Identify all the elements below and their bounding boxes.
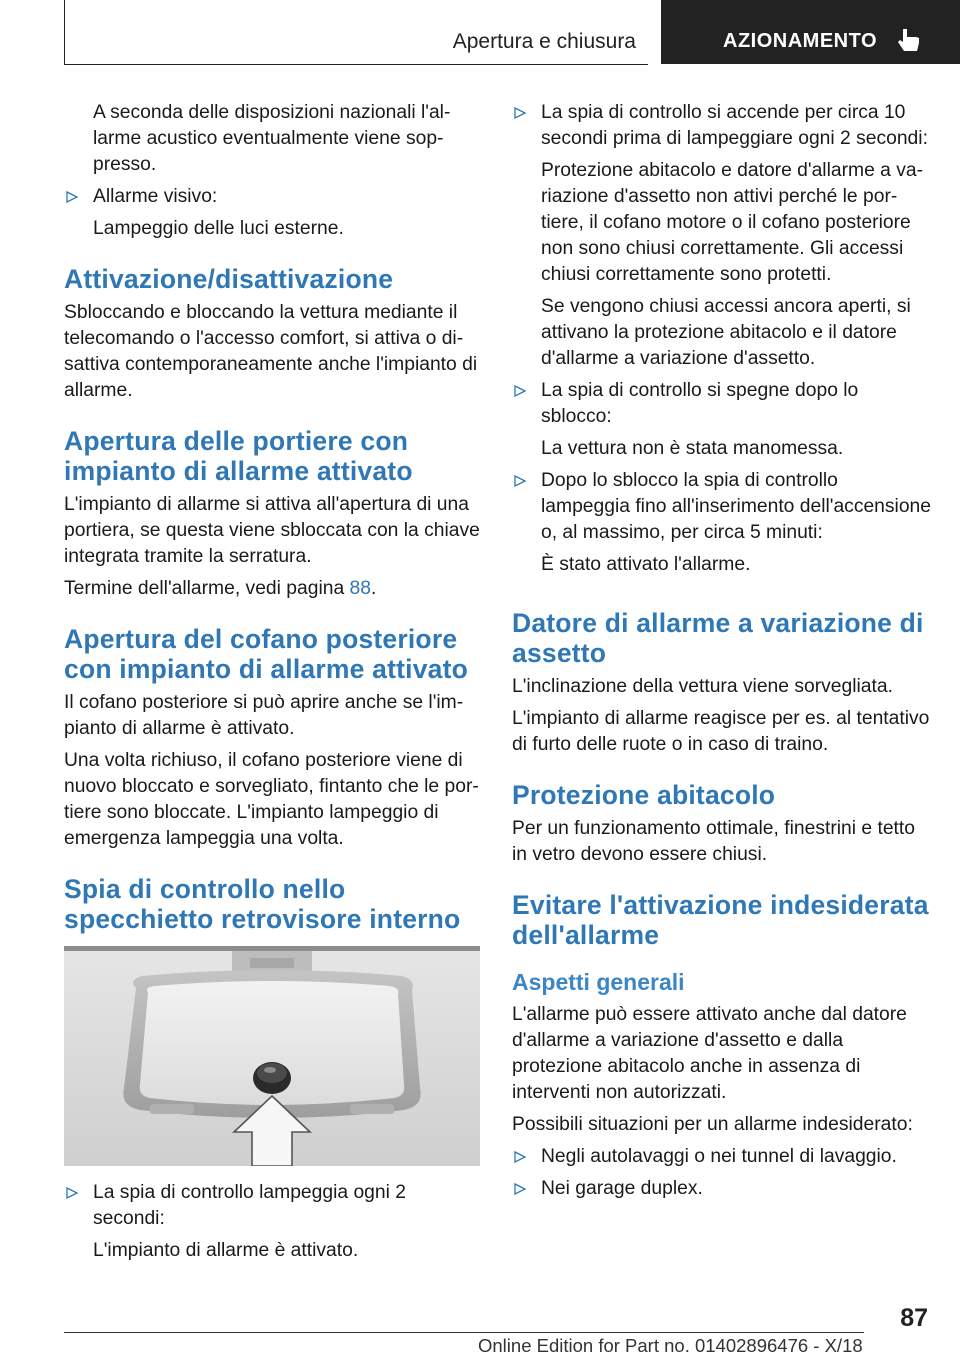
paragraph: L'allarme può essere attivato anche dal datore d'allarme a variazione d'assetto e dalla protezione abitacolo anche in assenza di interventi non autorizzati. [512, 1004, 907, 1103]
page-link[interactable]: 88 [349, 578, 371, 599]
paragraph: Una volta richiuso, il cofano posteriore viene di nuovo bloccato e sorvegliato, fintanto che le portiere sono bloccate. L'impianto lampeggio di emergenza lampeggia una volta. [64, 750, 479, 849]
edition-footer: Online Edition for Part no. 01402896476 - X/18 [478, 1335, 863, 1356]
footer-rule [64, 1332, 864, 1333]
paragraph: L'inclinazione della vettura viene sorvegliata. [512, 676, 893, 697]
triangle-bullet-icon [514, 1151, 526, 1163]
triangle-bullet-icon [66, 191, 78, 203]
right-column [512, 100, 932, 1208]
triangle-bullet-icon [514, 107, 526, 119]
list-item-text: Negli autolavaggi o nei tunnel di lavaggio. [541, 1146, 897, 1167]
left-column [64, 100, 482, 1270]
subheading-general: Aspetti generali [512, 969, 685, 995]
list-item-text: La spia di controllo lampeggia ogni 2 secondi: [93, 1182, 406, 1229]
list-item [512, 378, 932, 430]
heading-tailgate: Apertura del cofano posteriore con impianto di allarme attivato [64, 624, 468, 684]
header-chapter-tab[interactable] [661, 0, 960, 64]
hand-pointer-icon [895, 26, 925, 56]
list-item-detail: Lampeggio delle luci esterne. [93, 218, 344, 239]
paragraph: Possibili situazioni per un allarme indesiderato: [512, 1114, 913, 1135]
paragraph: Per un funzionamento ottimale, finestrini e tetto in vetro devono essere chiusi. [512, 818, 915, 865]
triangle-bullet-icon [66, 1187, 78, 1199]
list-item [512, 468, 932, 546]
header-section-title: Apertura e chiusura [452, 30, 636, 53]
list-item [64, 1180, 482, 1232]
page-number: 87 [900, 1304, 928, 1332]
triangle-bullet-icon [514, 475, 526, 487]
list-item [64, 184, 482, 210]
paragraph: L'impianto di allarme reagisce per es. al tentativo di furto delle ruote o in caso di traino. [512, 708, 930, 755]
heading-indicator-lamp: Spia di controllo nello specchietto retrovisore interno [64, 874, 461, 934]
acoustic-alarm-note: A seconda delle disposizioni nazionali l'allarme acustico eventualmente viene soppresso. [93, 102, 451, 175]
list-item-text: La spia di controllo si spegne dopo lo sblocco: [541, 380, 859, 427]
list-item-text: La spia di controllo si accende per circa 10 secondi prima di lampeggiare ogni 2 secondi: [541, 102, 928, 149]
list-item [512, 100, 932, 152]
mirror-illustration [64, 946, 480, 1166]
list-item-detail: Se vengono chiusi accessi ancora aperti, si attivano la protezione abitacolo e il datore d'allarme a variazione d'assetto. [541, 296, 911, 369]
paragraph: Sbloccando e bloccando la vettura mediante il telecomando o l'accesso comfort, si attiva o disattiva contemporaneamente anche l'impianto di allarme. [64, 302, 478, 401]
paragraph: Il cofano posteriore si può aprire anche se l'impianto di allarme è attivato. [64, 692, 464, 739]
text: Termine dell'allarme, vedi pagina [64, 578, 350, 599]
text: . [371, 578, 377, 599]
list-item-detail: L'impianto di allarme è attivato. [93, 1240, 359, 1261]
heading-avoid-false-alarm: Evitare l'attivazione indesiderata dell'allarme [512, 890, 929, 950]
paragraph: L'impianto di allarme si attiva all'apertura di una portiera, se questa viene sbloccata con la chiave integrata tramite la serratura. [64, 494, 480, 567]
paragraph-alarm-end [64, 576, 482, 602]
heading-interior-protection: Protezione abitacolo [512, 780, 776, 810]
list-item [512, 1144, 932, 1170]
list-item-text: Allarme visivo: [93, 186, 218, 207]
header-bottom-rule [64, 64, 648, 65]
list-item [512, 1176, 932, 1202]
list-item-detail: È stato attivato l'allarme. [541, 554, 751, 575]
heading-doors: Apertura delle portiere con impianto di allarme attivato [64, 426, 413, 486]
list-item-text: Nei garage duplex. [541, 1178, 703, 1199]
list-item-text: Dopo lo sblocco la spia di controllo lampeggia fino all'inserimento dell'accensione o, al massimo, per circa 5 minuti: [541, 470, 932, 543]
heading-tilt-sensor: Datore di allarme a variazione di assetto [512, 608, 924, 668]
rearview-mirror-photo [64, 946, 480, 1166]
triangle-bullet-icon [514, 385, 526, 397]
list-item-detail: La vettura non è stata manomessa. [541, 438, 844, 459]
triangle-bullet-icon [514, 1183, 526, 1195]
header-left-rule [64, 0, 65, 64]
heading-activation: Attivazione/disattivazione [64, 264, 394, 294]
list-item-detail: Protezione abitacolo e datore d'allarme a variazione d'assetto non attivi perché le portiere, il cofano motore o il cofano posteriore non sono chiusi correttamente. Gli accessi chiusi correttamente sono protetti. [541, 160, 924, 285]
chapter-label: AZIONAMENTO [723, 30, 878, 52]
